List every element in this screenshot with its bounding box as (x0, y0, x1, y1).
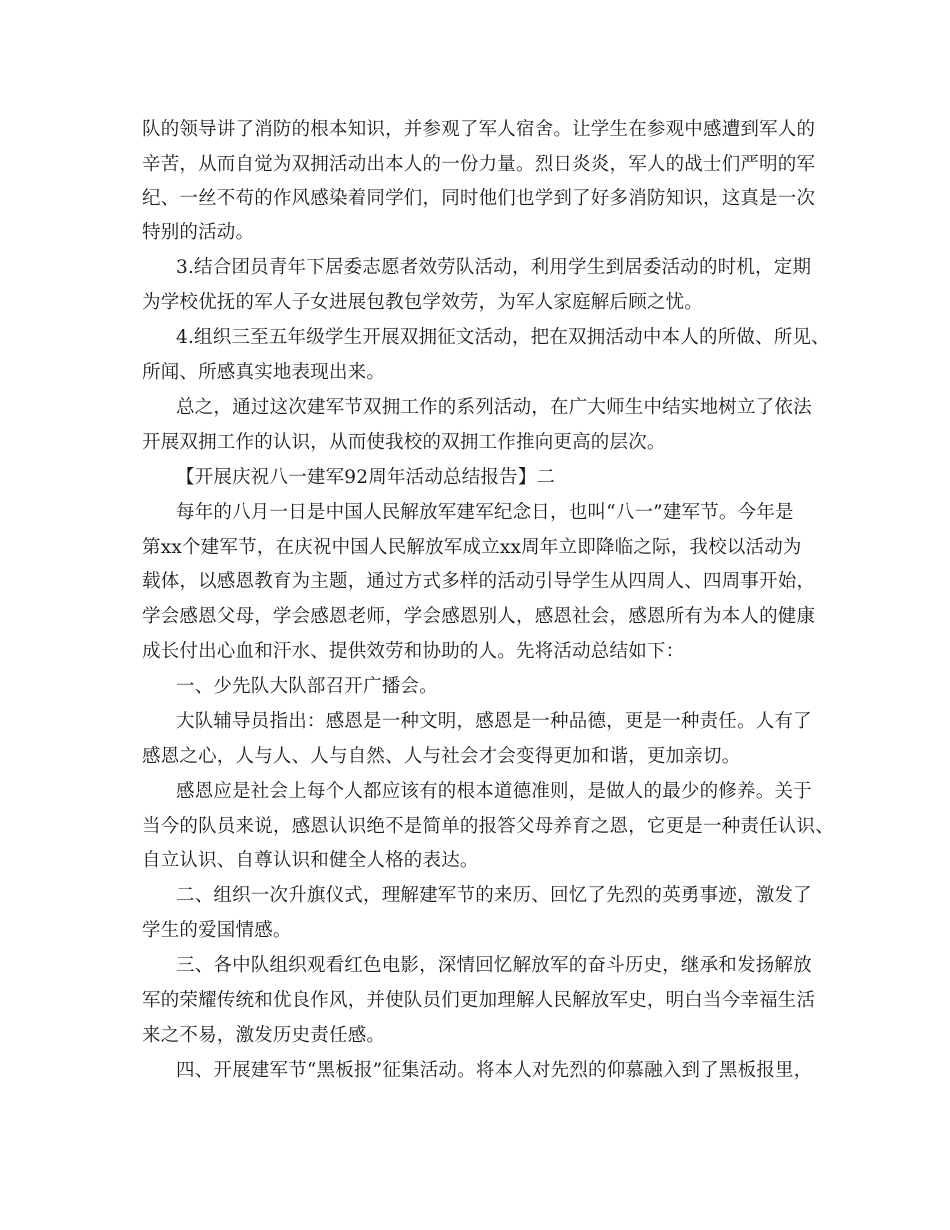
text-line: 自立认识、自尊认识和健全人格的表达。 (142, 850, 479, 871)
text-line: 开展双拥工作的认识，从而使我校的双拥工作推向更高的层次。 (142, 432, 666, 453)
text-line: 4.组织三至五年级学生开展双拥征文活动，把在双拥活动中本人的所做、所见、 (176, 327, 830, 348)
text-line: 一、少先队大队部召开广播会。 (176, 676, 438, 697)
text-line: 【开展庆祝八一建军92周年活动总结报告】二 (176, 467, 556, 488)
text-line: 三、各中队组织观看红色电影，深情回忆解放军的奋斗历史，继承和发扬解放 (176, 955, 812, 976)
text-line: 大队辅导员指出：感恩是一种文明，感恩是一种品德，更是一种责任。人有了 (176, 711, 812, 732)
text-line: 第xx个建军节，在庆祝中国人民解放军成立xx周年立即降临之际，我校以活动为 (142, 537, 802, 558)
text-line: 特别的活动。 (142, 222, 255, 243)
text-line: 学生的爱国情感。 (142, 920, 292, 941)
text-line: 3.结合团员青年下居委志愿者效劳队活动，利用学生到居委活动的时机，定期 (176, 257, 812, 278)
text-line: 成长付出心血和汗水、提供效劳和协助的人。先将活动总结如下： (142, 641, 685, 662)
text-line: 感恩应是社会上每个人都应该有的根本道德准则，是做人的最少的修养。关于 (176, 781, 812, 802)
text-line: 来之不易，激发历史责任感。 (142, 1025, 386, 1046)
text-line: 军的荣耀传统和优良作风，并使队员们更加理解人民解放军史，明白当今幸福生活 (142, 990, 816, 1011)
text-line: 辛苦，从而自觉为双拥活动出本人的一份力量。烈日炎炎，军人的战士们严明的军 (142, 154, 816, 175)
text-line: 为学校优抚的军人子女进展包教包学效劳，为军人家庭解后顾之忧。 (142, 292, 704, 313)
text-line: 每年的八月一日是中国人民解放军建军纪念日，也叫“八一”建军节。今年是 (176, 502, 794, 523)
text-line: 队的领导讲了消防的根本知识，并参观了军人宿舍。让学生在参观中感遭到军人的 (142, 119, 816, 140)
text-line: 四、开展建军节“黑板报”征集活动。将本人对先烈的仰慕融入到了黑板报里， (176, 1060, 813, 1081)
text-line: 总之，通过这次建军节双拥工作的系列活动，在广大师生中结实地树立了依法 (176, 397, 812, 418)
text-line: 纪、一丝不苟的作风感染着同学们，同时他们也学到了好多消防知识，这真是一次 (142, 188, 816, 209)
text-line: 感恩之心，人与人、人与自然、人与社会才会变得更加和谐，更加亲切。 (142, 746, 741, 767)
text-line: 当今的队员来说，感恩认识绝不是简单的报答父母养育之恩，它更是一种责任认识、 (142, 816, 834, 837)
text-line: 学会感恩父母，学会感恩老师，学会感恩别人，感恩社会，感恩所有为本人的健康 (142, 606, 816, 627)
text-line: 载体，以感恩教育为主题，通过方式多样的活动引导学生从四周人、四周事开始， (142, 571, 816, 592)
text-line: 所闻、所感真实地表现出来。 (142, 362, 386, 383)
text-line: 二、组织一次升旗仪式，理解建军节的来历、回忆了先烈的英勇事迹，激发了 (176, 885, 812, 906)
